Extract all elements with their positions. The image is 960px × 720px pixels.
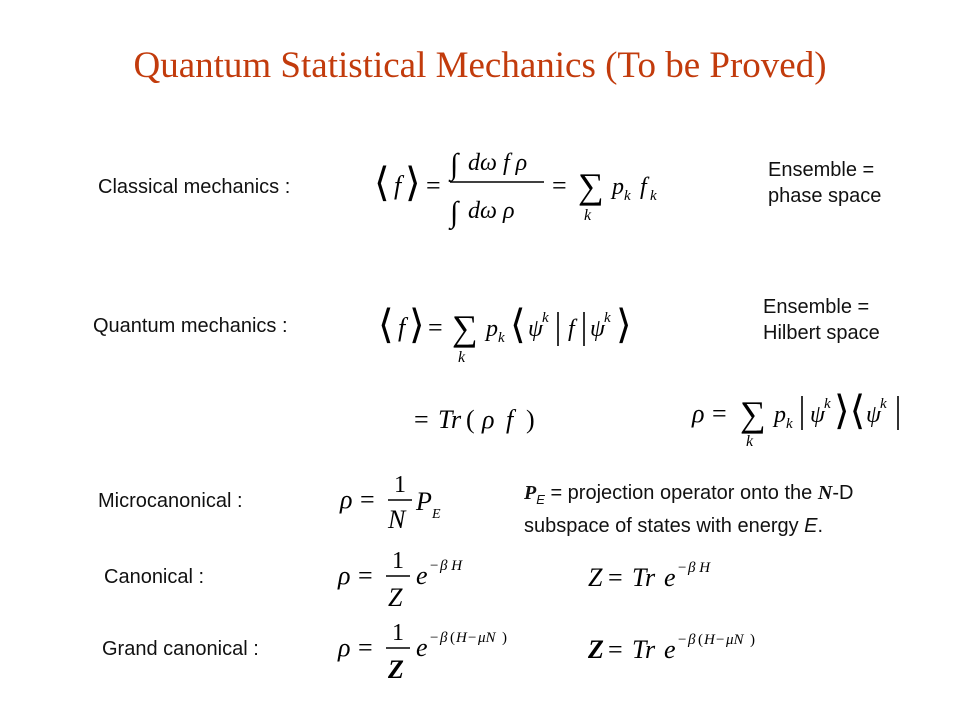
grand-canonical-label: Grand canonical : <box>102 638 259 660</box>
svg-text:f: f <box>394 171 402 200</box>
svg-text:⟨: ⟨ <box>378 302 394 347</box>
canonical-density-equation <box>336 544 476 614</box>
svg-text:∑: ∑ <box>740 394 766 434</box>
svg-text:=: = <box>712 399 727 428</box>
classical-mechanics-label: Classical mechanics : <box>98 176 291 198</box>
svg-text:k: k <box>584 207 592 224</box>
svg-text:ρ: ρ <box>338 633 351 662</box>
svg-text:ψ: ψ <box>590 316 605 342</box>
trace-equation <box>412 396 552 442</box>
svg-text:β H: β H <box>440 558 463 574</box>
svg-text:=: = <box>358 561 373 590</box>
svg-text:dω ρ: dω ρ <box>468 198 515 224</box>
svg-text:β: β <box>688 632 696 648</box>
svg-text:H: H <box>704 632 715 648</box>
svg-text:k: k <box>624 188 631 204</box>
svg-text:⟨: ⟨ <box>374 160 390 205</box>
svg-text:p: p <box>486 316 498 342</box>
svg-text:β: β <box>440 630 448 646</box>
svg-text:Z: Z <box>588 635 604 664</box>
svg-text:Tr: Tr <box>632 635 656 664</box>
svg-text:H: H <box>456 630 467 646</box>
svg-text:⟩: ⟩ <box>616 302 632 347</box>
svg-text:∫: ∫ <box>450 196 459 229</box>
grand-partition-equation <box>586 626 786 670</box>
projection-note-line1 <box>524 480 853 513</box>
svg-text:−: − <box>678 560 687 576</box>
svg-text:=: = <box>360 485 375 514</box>
microcanonical-equation <box>338 466 448 536</box>
svg-text:(: ( <box>450 630 455 646</box>
projection-note-N: N <box>817 482 833 504</box>
svg-text:Z: Z <box>588 563 603 592</box>
svg-text:−: − <box>468 630 477 646</box>
svg-text:=: = <box>608 635 623 664</box>
projection-symbol-subscript: E <box>536 492 545 507</box>
svg-text:k: k <box>824 396 831 412</box>
svg-text:e: e <box>664 563 676 592</box>
canonical-label: Canonical : <box>104 566 205 588</box>
projection-symbol: P <box>524 482 537 504</box>
svg-text:=: = <box>552 171 567 200</box>
svg-text:k: k <box>746 433 754 450</box>
svg-text:N: N <box>388 505 406 534</box>
svg-text:=: = <box>358 633 373 662</box>
classical-note-line1: Ensemble = <box>768 159 875 181</box>
svg-text:p: p <box>612 174 624 200</box>
microcanonical-label: Microcanonical : <box>98 490 243 512</box>
svg-text:k: k <box>542 310 549 326</box>
svg-text:e: e <box>416 633 428 662</box>
svg-text:ψ: ψ <box>528 316 543 342</box>
quantum-note-line2: Hilbert space <box>763 322 880 344</box>
classical-note-line2: phase space <box>768 185 882 207</box>
svg-text:(: ( <box>698 632 703 648</box>
svg-text:): ) <box>502 630 507 646</box>
projection-note-line2-b: . <box>817 515 824 537</box>
svg-text:−: − <box>430 558 439 574</box>
svg-text:k: k <box>498 330 505 346</box>
svg-text:μN: μN <box>478 630 496 646</box>
svg-text:k: k <box>650 188 657 204</box>
svg-text:f: f <box>568 316 575 342</box>
svg-text:1: 1 <box>392 548 404 574</box>
svg-text:∫: ∫ <box>450 148 459 181</box>
svg-text:−: − <box>430 630 439 646</box>
density-operator-equation <box>690 388 910 448</box>
quantum-average-equation <box>376 300 646 366</box>
quantum-ensemble-note <box>763 294 880 346</box>
svg-text:e: e <box>664 635 676 664</box>
svg-text:p: p <box>774 402 786 428</box>
svg-text:Z: Z <box>388 583 403 612</box>
svg-text:Tr: Tr <box>438 405 462 434</box>
svg-text:Tr: Tr <box>632 563 656 592</box>
projection-note-text-b: -D <box>832 482 854 504</box>
svg-text:k: k <box>604 310 611 326</box>
svg-text:e: e <box>416 561 428 590</box>
svg-text:1: 1 <box>392 620 404 646</box>
svg-text:k: k <box>786 416 793 432</box>
svg-text:μN: μN <box>726 632 744 648</box>
svg-text:−: − <box>678 632 687 648</box>
quantum-note-line1: Ensemble = <box>763 296 870 318</box>
svg-text:=: = <box>414 405 429 434</box>
projection-note-text-a: = projection operator onto the <box>544 482 818 504</box>
svg-text:): ) <box>750 632 755 648</box>
svg-text:dω f ρ: dω f ρ <box>468 150 528 176</box>
svg-text:Z: Z <box>388 655 404 684</box>
svg-text:k: k <box>880 396 887 412</box>
classical-ensemble-note <box>768 157 881 209</box>
svg-text:): ) <box>526 405 535 434</box>
svg-text:β H: β H <box>688 560 711 576</box>
svg-text:ρ: ρ <box>340 485 353 514</box>
svg-text:∑: ∑ <box>452 308 478 348</box>
svg-text:ρ: ρ <box>338 561 351 590</box>
quantum-mechanics-label: Quantum mechanics : <box>93 315 288 337</box>
slide-title: Quantum Statistical Mechanics (To be Proved) <box>133 45 827 86</box>
svg-text:P: P <box>416 487 432 516</box>
svg-text:k: k <box>458 349 466 366</box>
svg-text:⟩: ⟩ <box>409 302 425 347</box>
svg-text:f: f <box>640 174 647 200</box>
svg-text:−: − <box>716 632 725 648</box>
projection-note-line2-a: subspace of states with energy <box>524 515 805 537</box>
svg-text:∑: ∑ <box>578 166 604 206</box>
svg-text:⟨: ⟨ <box>510 302 526 347</box>
grand-canonical-density-equation <box>336 616 536 686</box>
projection-operator-note <box>524 480 853 539</box>
svg-text:f: f <box>398 313 406 342</box>
svg-text:1: 1 <box>394 472 406 498</box>
svg-text:⟩: ⟩ <box>405 160 421 205</box>
svg-text:=: = <box>426 171 441 200</box>
svg-text:E: E <box>432 507 441 522</box>
svg-text:f: f <box>506 405 514 434</box>
projection-note-line2-E: E <box>804 515 818 537</box>
svg-text:ρ: ρ <box>482 405 495 434</box>
projection-note-line2 <box>524 513 853 539</box>
svg-text:⟩⟨: ⟩⟨ <box>834 388 866 433</box>
svg-text:(: ( <box>466 405 475 434</box>
svg-text:ρ: ρ <box>692 399 705 428</box>
svg-text:ψ: ψ <box>866 402 881 428</box>
svg-text:ψ: ψ <box>810 402 825 428</box>
canonical-partition-equation <box>586 554 726 598</box>
svg-text:=: = <box>608 563 623 592</box>
svg-text:=: = <box>428 313 443 342</box>
classical-average-equation <box>372 138 672 234</box>
